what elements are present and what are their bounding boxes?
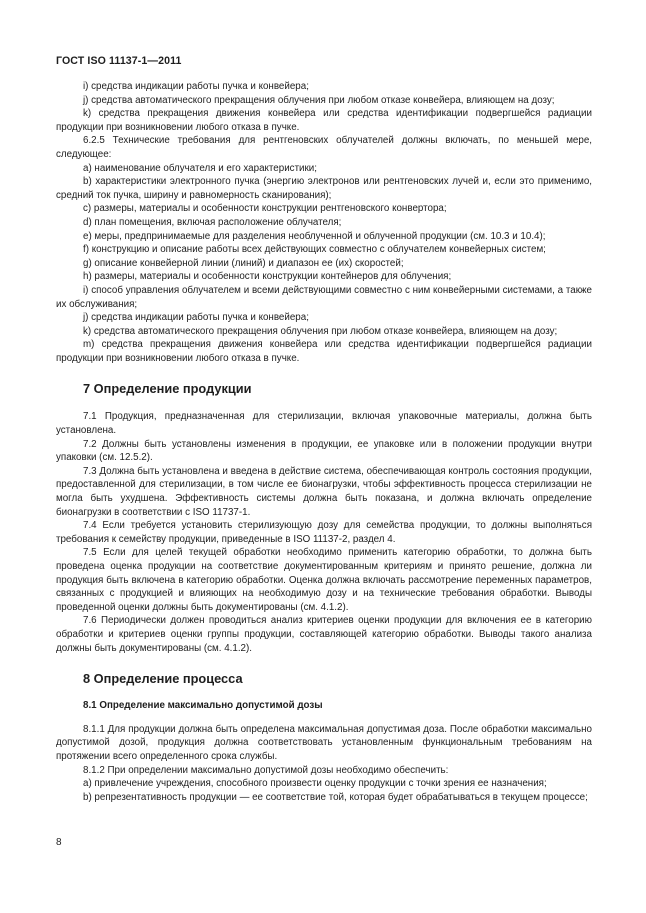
paragraph: 7.2 Должны быть установлены изменения в продукции, ее упаковке или в положении продукции внутри упаковки (см. 12.5.2).	[56, 438, 592, 464]
list-item: e) меры, предпринимаемые для разделения необлученной и облученной продукции (см. 10.3 и 10.4);	[83, 230, 546, 242]
paragraph: 7.3 Должна быть установлена и введена в действие система, обеспечивающая контроль состояния продукции, предоставленной для стерилизации, в том числе ее бионагрузки, чтобы эффективность процесса стерилизации не могла быть ухудшена. Эффективность системы должна быть показана, и должна включать определение бионагрузки в соответствии с ISO 11737-1.	[56, 465, 592, 518]
list-item: i) способ управления облучателем и всеми действующими совместно с ним конвейерными системами, а также их обслуживания;	[56, 284, 592, 310]
section-7-title: 7 Определение продукции	[83, 381, 252, 397]
page-number: 8	[56, 837, 62, 848]
paragraph: 8.1.2 При определении максимально допустимой дозы необходимо обеспечить:	[83, 764, 449, 776]
list-item: b) репрезентативность продукции — ее соответствие той, которая будет обрабатываться в текущем процессе;	[83, 791, 588, 803]
list-item: j) средства индикации работы пучка и конвейера;	[83, 312, 309, 324]
list-item: h) размеры, материалы и особенности конструкции контейнеров для облучения;	[83, 271, 452, 283]
list-item: b) характеристики электронного пучка (энергию электронов или рентгеновских лучей и, если это применимо, средний ток пучка, ширину и равномерность сканирования);	[56, 176, 592, 201]
paragraph: 8.1.1 Для продукции должна быть определена максимальная допустимая доза. После обработки максимально допустимой дозой, продукция должна соответствовать установленным функциональным требованиям на протяжении всего определенного срока службы.	[56, 723, 592, 762]
paragraph: 7.6 Периодически должен проводиться анализ критериев оценки продукции для включения ее в категорию обработки и критериев оценки группы продукции, составляющей категорию обработки. Выводы такого анализа должны быть документированы (см. 4.1.2).	[56, 615, 592, 654]
list-item: k) средства автоматического прекращения облучения при любом отказе конвейера, влияющем на дозу;	[83, 325, 558, 337]
paragraph: 7.1 Продукция, предназначенная для стерилизации, включая упаковочные материалы, должна быть установлена.	[56, 411, 592, 437]
standard-header: ГОСТ ISO 11137-1—2011	[56, 55, 182, 67]
subsection-8-1-title: 8.1 Определение максимально допустимой дозы	[83, 700, 323, 712]
list-item: a) наименование облучателя и его характеристики;	[83, 162, 318, 174]
list-item: k) средства прекращения движения конвейера или средства идентификации подвергшейся радиации продукции при возникновении любого отказа в пучке.	[56, 108, 592, 133]
list-item: j) средства автоматического прекращения облучения при любом отказе конвейера, влияющем на дозу;	[83, 94, 555, 106]
list-item: a) привлечение учреждения, способного произвести оценку продукции с точки зрения ее назначения;	[83, 778, 547, 790]
section-8-title: 8 Определение процесса	[83, 671, 243, 687]
list-item: i) средства индикации работы пучка и конвейера;	[83, 81, 309, 92]
list-item: g) описание конвейерной линии (линий) и диапазон ее (их) скоростей;	[83, 257, 404, 269]
paragraph: 7.4 Если требуется установить стерилизующую дозу для семейства продукции, то должны выполняться требования к семейству продукции, приведенные в ISO 11137-2, раздел 4.	[56, 520, 592, 545]
list-item: d) план помещения, включая расположение облучателя;	[83, 216, 342, 228]
clause-6-2-5-intro: 6.2.5 Технические требования для рентгеновских облучателей должны включать, по меньшей мере, следующее:	[56, 135, 592, 160]
list-item: m) средства прекращения движения конвейера или средства идентификации подвергшейся радиации продукции при возникновении любого отказа в пучке.	[56, 339, 592, 364]
paragraph: 7.5 Если для целей текущей обработки необходимо применить категорию обработки, то должна быть проведена оценка продукции на соответствие документированным критериям и принято решение, должна ли продукция быть включена в категорию обработки. Оценка должна включать рассмотрение переменных параметров, связанных с продукцией и влияющих на необходимую дозу и на технические требования обработки. Выводы проведенной оценки должны быть документированы (см. 4.1.2).	[56, 547, 592, 613]
list-item: f) конструкцию и описание работы всех действующих совместно с облучателем конвейерных систем;	[83, 244, 546, 256]
list-item: c) размеры, материалы и особенности конструкции рентгеновского конвертора;	[83, 203, 447, 215]
page-content	[56, 80, 592, 804]
